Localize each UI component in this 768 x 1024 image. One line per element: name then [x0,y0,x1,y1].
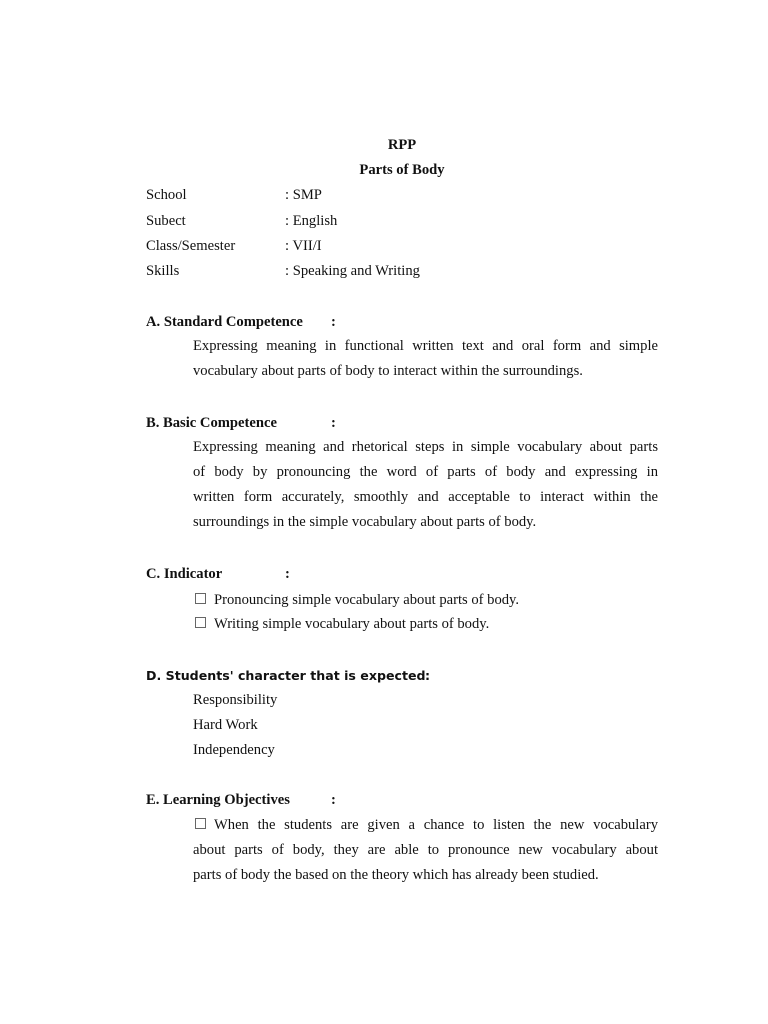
document-title: RPP [387,137,417,153]
character-item: Independency [193,742,275,758]
meta-label: School [146,187,187,203]
indicator-item [193,614,489,634]
paragraph-line: Expressing meaning and rhetorical steps in simple vocabulary about parts [193,439,658,455]
section-heading-colon: : [331,415,336,431]
meta-value: : English [285,213,338,229]
character-item: Responsibility [193,692,278,708]
objective-text: When the students are given a chance to listen the new vocabulary [214,817,658,833]
bullet-box-icon [195,818,206,829]
paragraph-line: about parts of body, they are able to pronounce new vocabulary about [193,842,658,858]
bullet-box-icon [195,593,206,604]
section-heading-colon: : [331,792,336,808]
section-e-paragraph [193,813,658,888]
meta-value: : Speaking and Writing [285,263,420,279]
section-heading-colon: : [331,314,336,330]
section-heading-text: C. Indicator [146,566,223,582]
section-e-heading [146,792,336,809]
paragraph-line: of body by pronouncing the word of parts of body and expressing in [193,464,658,480]
paragraph-line [193,813,658,838]
paragraph-line: vocabulary about parts of body to interact within the surroundings. [193,363,583,379]
meta-label: Subect [146,213,186,229]
section-heading-colon: : [285,566,290,582]
section-c-heading [146,566,290,583]
section-heading-text: A. Standard Competence [146,314,303,330]
character-item: Hard Work [193,717,258,733]
meta-value: : SMP [285,187,322,203]
document-subtitle: Parts of Body [359,162,445,178]
indicator-text: Pronouncing simple vocabulary about parts of body. [214,592,520,608]
section-heading-colon: : [425,668,431,683]
meta-label: Class/Semester [146,238,236,254]
paragraph-line: written form accurately, smoothly and acceptable to interact within the [193,489,658,505]
section-heading-text: E. Learning Objectives [146,792,290,808]
section-d-heading [146,668,431,683]
section-heading-text: D. Students' character that is expected [146,668,426,683]
section-b-paragraph [193,435,658,535]
section-heading-text: B. Basic Competence [146,415,277,431]
section-a-heading [146,314,336,331]
paragraph-line: Expressing meaning in functional written text and oral form and simple [193,338,658,354]
section-b-heading [146,415,336,432]
bullet-box-icon [195,617,206,628]
meta-value: : VII/I [285,238,322,254]
paragraph-line: parts of body the based on the theory which has already been studied. [193,867,599,883]
section-a-paragraph [193,334,658,384]
meta-label: Skills [146,263,180,279]
indicator-text: Writing simple vocabulary about parts of body. [214,616,490,632]
paragraph-line: surroundings in the simple vocabulary about parts of body. [193,514,537,530]
indicator-item [193,590,519,610]
